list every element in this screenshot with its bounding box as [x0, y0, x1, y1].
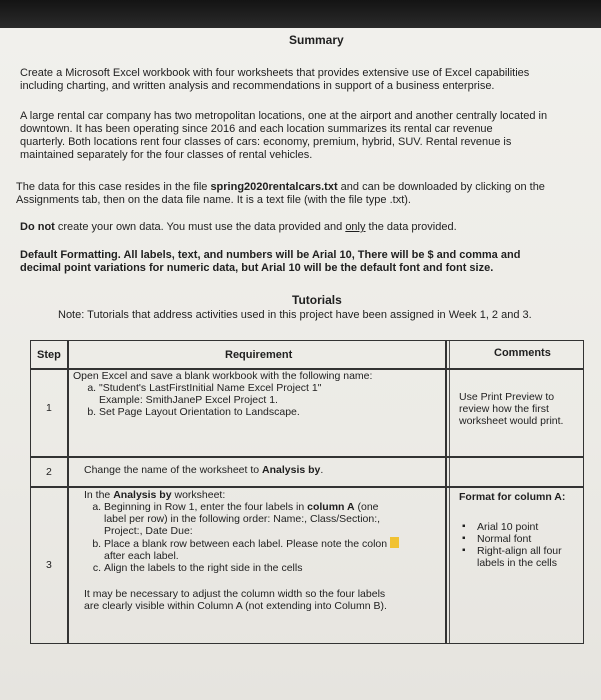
row1-step: 1 [46, 402, 52, 414]
data-file-name: spring2020rentalcars.txt [210, 181, 338, 193]
top-dark-bar [0, 0, 601, 28]
formatting-line-2: decimal point variations for numeric data, but Arial 10 will be the default font and font size. [20, 262, 494, 274]
intro-line-2: including charting, and written analysis and recommendations in support of a business enterprise. [20, 80, 495, 92]
row1-item-a: a. "Student's LastFirstInitial Name Excel Project 1" Example: SmithJaneP Excel Project 1. [99, 382, 398, 406]
data-warning: Do not create your own data. You must use the data provided and only the data provided. [20, 221, 457, 233]
highlight-mark [390, 537, 399, 548]
tutorials-title: Tutorials [292, 293, 342, 307]
intro-line-1: Create a Microsoft Excel workbook with four worksheets that provides extensive use of Excel capabilities [20, 67, 530, 79]
bullet-item: ▪ Right-align all four labels in the cells [455, 545, 581, 569]
bullet-item: ▪ Normal font [455, 533, 581, 545]
company-line-3: quarterly. Both locations rent four classes of cars: economy, premium, hybrid, SUV. Rental revenue is [20, 136, 512, 148]
row2-requirement: Change the name of the worksheet to Analysis by. [84, 464, 324, 476]
company-line-2: downtown. It has been operating since 2016 and each location summarizes its rental car revenue [20, 123, 493, 135]
data-file-line-2: Assignments tab, then on the data file name. It is a text file (with the file type .txt). [16, 194, 411, 206]
row2-step: 2 [46, 466, 52, 478]
row1-item-b: b. Set Page Layout Orientation to Landscape. [99, 406, 398, 418]
company-line-4: maintained separately for the four classes of rental vehicles. [20, 149, 313, 161]
data-file-line-1: The data for this case resides in the file spring2020rentalcars.txt and can be downloaded by clicking on the [16, 181, 545, 193]
row3-item-b: b. Place a blank row between each label. Please note the colon after each label. [104, 537, 402, 562]
requirements-table [30, 340, 584, 644]
header-requirement: Requirement [225, 349, 293, 361]
row1-requirement: Open Excel and save a blank workbook with the following name: a. "Student's LastFirstInitial Name Excel Project 1" Example: SmithJaneP Excel Project 1. b. Set Page Layout Orientation to Landscape. [73, 370, 398, 418]
row3-requirement: In the Analysis by worksheet: a. Beginning in Row 1, enter the four labels in column A (one label per row) in the following order: Name:, Class/Section:, Project:, Date Due: b. Place a blank row between each label. Please note the colon after each label. c. Align the labels to the right side in the cells It may be necessary to adjust the column width so the four labels are clearly visible within Column A (not extending into Column B). [84, 489, 402, 612]
summary-title: Summary [289, 33, 344, 47]
header-comments: Comments [494, 347, 551, 359]
header-step: Step [37, 349, 61, 361]
row3-step: 3 [46, 559, 52, 571]
row3-comment-bullets [455, 521, 581, 569]
row3-item-a: a. Beginning in Row 1, enter the four labels in column A (one label per row) in the following order: Name:, Class/Section:, Project:, Date Due: [104, 501, 402, 537]
row3-note: It may be necessary to adjust the column width so the four labels are clearly visible within Column A (not extending into Column B). [84, 588, 387, 612]
bullet-item: ▪ Arial 10 point [455, 521, 581, 533]
tutorials-note: Note: Tutorials that address activities used in this project have been assigned in Week 1, 2 and 3. [58, 309, 532, 321]
formatting-line-1: Default Formatting. All labels, text, and numbers will be Arial 10, There will be $ and comma and [20, 249, 521, 261]
row3-comment-title: Format for column A: [459, 491, 566, 503]
company-line-1: A large rental car company has two metropolitan locations, one at the airport and another centrally located in [20, 110, 548, 122]
document-page [0, 28, 601, 700]
row3-item-c: c. Align the labels to the right side in the cells [104, 562, 402, 574]
row1-comment: Use Print Preview to review how the first worksheet would print. [459, 391, 564, 427]
